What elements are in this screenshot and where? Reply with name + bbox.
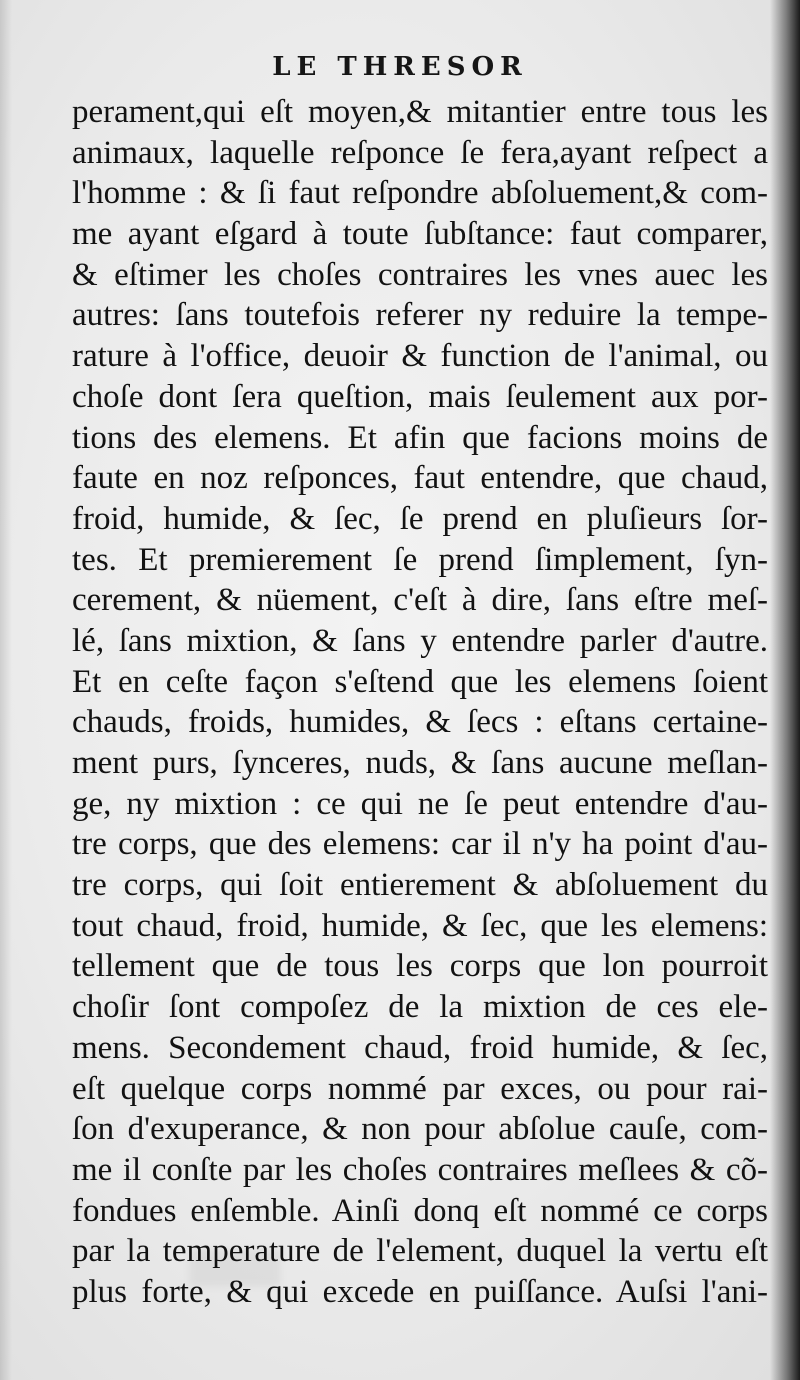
text-line: tre corps, que des elemens: car il n'y ha point d'au- — [72, 826, 768, 863]
text-line: tre corps, qui ſoit entierement & abſoluement du — [72, 867, 768, 904]
text-line: ment purs, ſynceres, nuds, & ſans aucune meſlan- — [72, 745, 768, 781]
text-line: tes. Et premierement ſe prend ſimplement, ſyn- — [72, 541, 768, 578]
text-line: lé, ſans mixtion, & ſans y entendre parler d'autre. — [72, 622, 768, 659]
text-line: & eſtimer les choſes contraires les vnes auec les — [72, 256, 768, 293]
text-line: faute en noz reſponces, faut entendre, que chaud, — [72, 460, 768, 497]
bleed-through-mark — [190, 1250, 280, 1286]
text-line: par la temperature de l'element, duquel la vertu eſt — [72, 1233, 768, 1270]
text-line: me ayant eſgard à toute ſubſtance: faut comparer, — [72, 216, 768, 253]
text-line: mens. Secondement chaud, froid humide, & ſec, — [72, 1029, 768, 1066]
text-line: froid, humide, & ſec, ſe prend en pluſieurs ſor- — [72, 500, 768, 537]
running-head: LE THRESOR — [272, 52, 528, 82]
text-line: animaux, laquelle reſponce ſe fera,ayant reſpect a — [72, 134, 768, 171]
body-text — [72, 92, 768, 1313]
text-line: tellement que de tous les corps que lon pourroit — [72, 948, 768, 985]
text-line: choſe dont ſera queſtion, mais ſeulement aux por- — [72, 378, 768, 415]
text-line: plus forte, & qui excede en puiſſance. Auſsi l'ani- — [72, 1273, 768, 1310]
text-line: autres: ſans toutefois referer ny reduire la tempe- — [72, 297, 768, 334]
text-line: rature à l'office, deuoir & function de l'animal, ou — [72, 338, 768, 375]
text-line: fondues enſemble. Ainſi donq eſt nommé ce corps — [72, 1192, 768, 1229]
text-line: choſir ſont compoſez de la mixtion de ces ele- — [72, 989, 768, 1026]
text-line: tout chaud, froid, humide, & ſec, que les elemens: — [72, 907, 768, 944]
text-line: l'homme : & ſi faut reſpondre abſoluement,& com- — [72, 175, 768, 212]
page-edge-shadow — [770, 0, 800, 1380]
page-gutter-shadow — [0, 0, 12, 1380]
text-line: ge, ny mixtion : ce qui ne ſe peut entendre d'au- — [72, 785, 768, 822]
text-line: tions des elemens. Et afin que facions moins de — [72, 419, 768, 456]
text-line: eſt quelque corps nommé par exces, ou pour rai- — [72, 1070, 768, 1107]
text-line: me il conſte par les choſes contraires meſlees & cõ- — [72, 1151, 768, 1188]
text-line: ſon d'exuperance, & non pour abſolue cauſe, com- — [72, 1111, 768, 1148]
text-line: chauds, froids, humides, & ſecs : eſtans certaine- — [72, 704, 768, 741]
text-line: perament,qui eſt moyen,& mitantier entre tous les — [72, 94, 768, 130]
text-line: Et en ceſte façon s'eſtend que les elemens ſoient — [72, 663, 768, 700]
text-line: cerement, & nüement, c'eſt à dire, ſans eſtre meſ- — [72, 582, 768, 619]
